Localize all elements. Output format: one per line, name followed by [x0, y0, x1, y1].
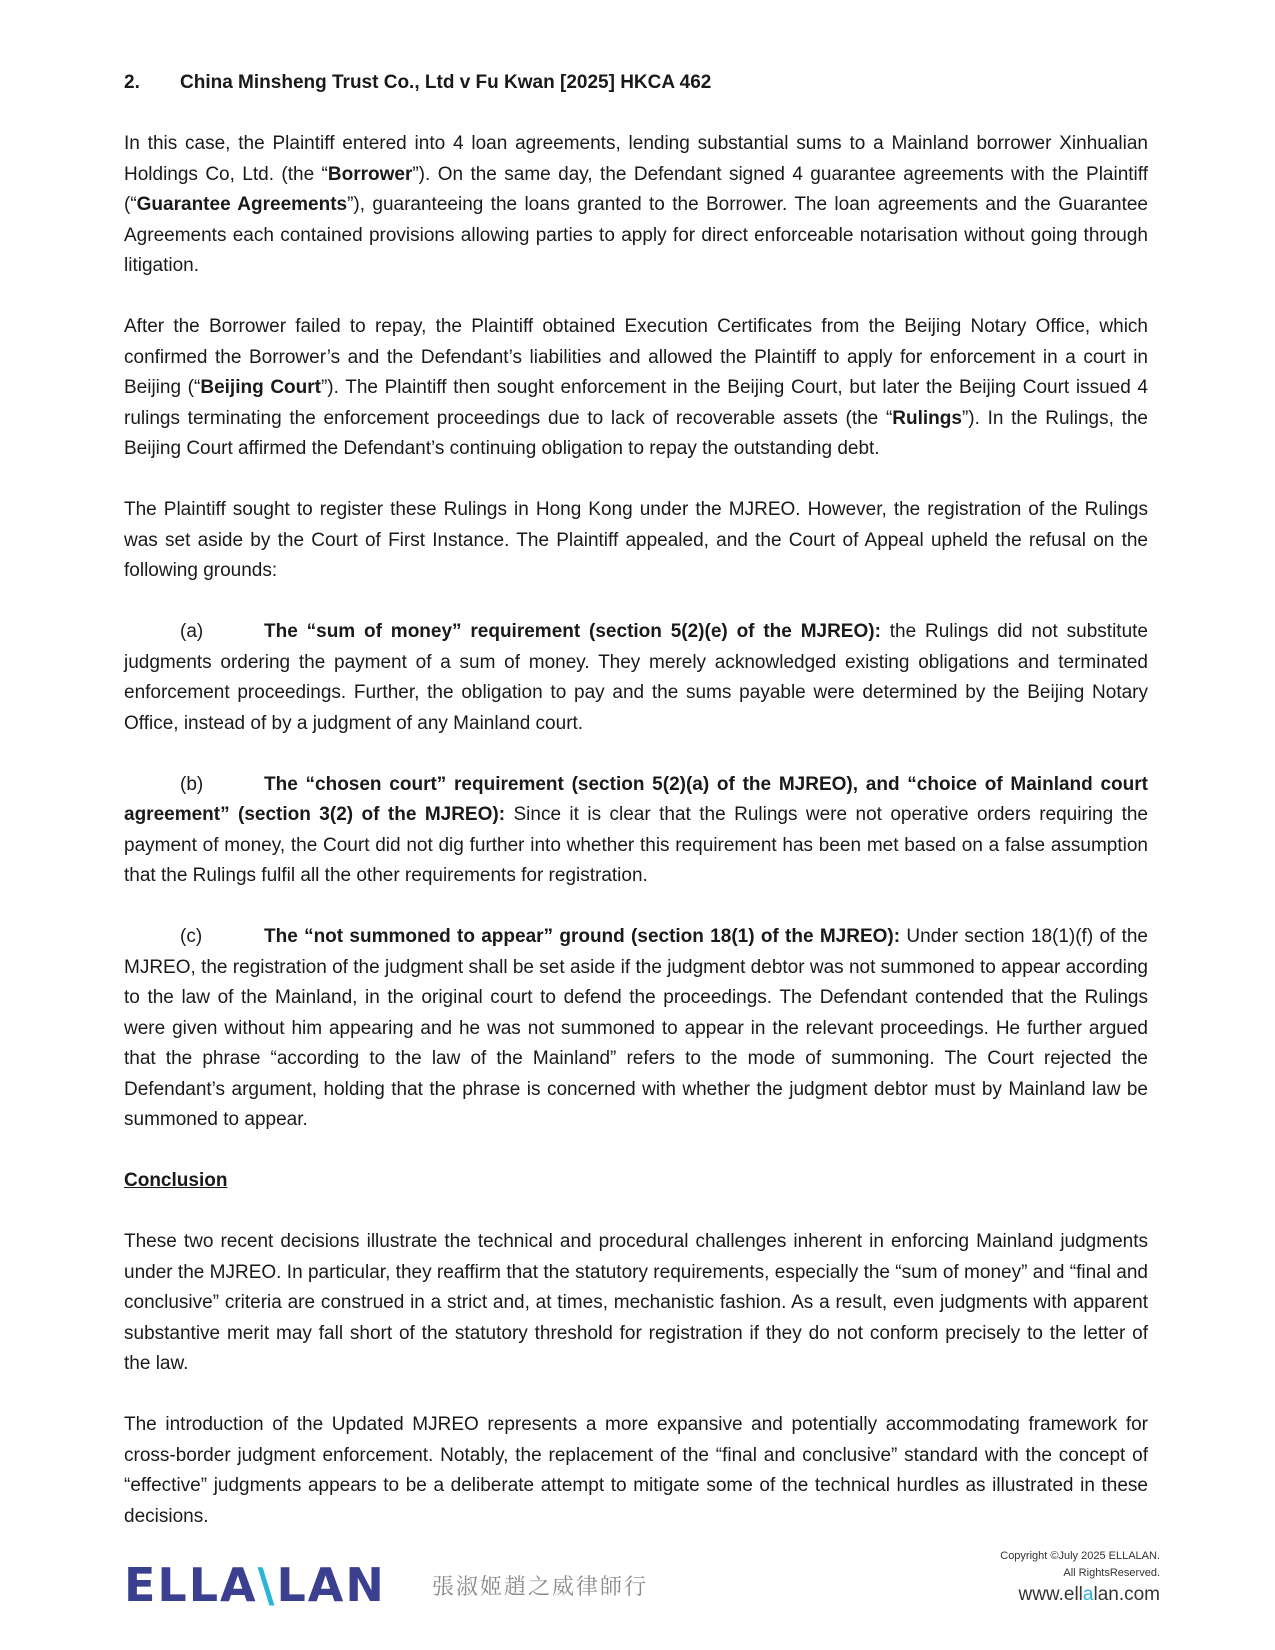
defined-term: Borrower [327, 163, 413, 185]
document-body [124, 68, 1148, 1532]
ellalan-logo [124, 1558, 386, 1612]
text-run: ”). The Plaintiff then sought enforcement in the Beijing Court, but later the Beijing Court issued 4 rulings terminating the enforcement proceedings due to lack of recoverable assets (the “ [124, 377, 1148, 429]
ground-b [124, 770, 1148, 892]
url-part: www.ell [1018, 1584, 1083, 1605]
ground-title: The “not summoned to appear” ground (section 18(1) of the MJREO): [264, 926, 901, 947]
ground-text: Under section 18(1)(f) of the MJREO, the registration of the judgment shall be set aside if the judgment debtor was not summoned to appear according to the law of the Mainland, in the original court to defend the proceedings. The Defendant contended that the Rulings were given without him appearing and he was not summoned to appear in the relevant proceedings. He further argued that the phrase “according to the law of the Mainland” refers to the mode of summoning. The Court rejected the Defendant’s argument, holding that the phrase is concerned with whether the judgment debtor must by Mainland law be summoned to appear. [124, 926, 1148, 1130]
logo-part: ELLA [124, 1558, 258, 1612]
ground-label: (b) [180, 773, 204, 795]
copyright-line: All RightsReserved. [1063, 1567, 1160, 1579]
defined-term: Guarantee Agreements [136, 194, 348, 215]
ground-text: the Rulings did not substitute judgments ordering the payment of a sum of money. They merely acknowledged existing obligations and terminated enforcement proceedings. Further, the obligation to pay and the sums payable were determined by the Beijing Notary Office, instead of by a judgment of any Mainland court. [124, 621, 1149, 734]
text-run: After the Borrower failed to repay, the Plaintiff obtained Execution Certificates from the Beijing Notary Office, which confirmed the Borrower’s and the Defendant’s liabilities and allowed the Plaintiff to apply for enforcement in a court in Beijing (“ [124, 316, 1148, 398]
logo-wordmark [124, 1558, 386, 1612]
case-heading [124, 68, 1148, 99]
text-run: ”). On the same day, the Defendant signed 4 guarantee agreements with the Plaintiff (“ [124, 163, 1148, 215]
ground-title: The “sum of money” requirement (section 5(2)(e) of the MJREO): [264, 621, 881, 642]
text-run: ”). In the Rulings, the Beijing Court affirmed the Defendant’s continuing obligation to repay the outstanding debt. [124, 407, 1148, 459]
defined-term: Beijing Court [200, 377, 321, 398]
ground-label: (a) [180, 621, 204, 642]
paragraph-facts [124, 129, 1148, 282]
text-run: In this case, the Plaintiff entered into 4 loan agreements, lending substantial sums to a Mainland borrower Xinhualian Holdings Co, Ltd. (the “ [124, 133, 1148, 185]
paragraph-registration: The Plaintiff sought to register these Rulings in Hong Kong under the MJREO. However, the registration of the Rulings was set aside by the Court of First Instance. The Plaintiff appealed, and the Court of Appeal upheld the refusal on the following grounds: [124, 499, 1148, 581]
conclusion-paragraph-2: The introduction of the Updated MJREO represents a more expansive and potentially accommodating framework for cross-border judgment enforcement. Notably, the replacement of the “final and conclusive” standard with the concept of “effective” judgments appears to be a deliberate attempt to mitigate some of the technical hurdles as illustrated in these decisions. [124, 1414, 1148, 1527]
ground-c [124, 922, 1148, 1136]
ground-text: Since it is clear that the Rulings were not operative orders requiring the payment of money, the Court did not dig further into whether this requirement has been met based on a false assumption that the Rulings fulfil all the other requirements for registration. [124, 804, 1149, 886]
url-part: lan.com [1093, 1584, 1160, 1605]
conclusion-heading: Conclusion [124, 1170, 228, 1191]
ground-a [124, 617, 1148, 739]
url-accent: a [1082, 1584, 1094, 1605]
case-title: China Minsheng Trust Co., Ltd v Fu Kwan [2025] HKCA 462 [180, 72, 712, 93]
copyright-line: Copyright ©July 2025 ELLALAN. [1000, 1550, 1160, 1562]
ground-label: (c) [180, 926, 203, 947]
case-number: 2. [124, 72, 140, 93]
website-link[interactable] [1018, 1584, 1160, 1606]
text-run: ”), guaranteeing the loans granted to the Borrower. The loan agreements and the Guarantee Agreements each contained provisions allowing parties to apply for direct enforceable notarisation without going through litigation. [124, 194, 1148, 276]
firm-chinese-name: 張淑姬趙之威律師行 [432, 1575, 649, 1600]
copyright-notice [1000, 1548, 1160, 1582]
conclusion-paragraph-1: These two recent decisions illustrate the technical and procedural challenges inherent in enforcing Mainland judgments under the MJREO. In particular, they reaffirm that the statutory requirements, especially the “sum of money” and “final and conclusive” criteria are construed in a strict and, at times, mechanistic fashion. As a result, even judgments with apparent substantive merit may fall short of the statutory threshold for registration if they do not conform precisely to the letter of the law. [124, 1231, 1148, 1374]
logo-part: LAN [276, 1558, 386, 1612]
logo-accent: \ [257, 1558, 277, 1612]
paragraph-enforcement [124, 312, 1148, 465]
ground-title: The “chosen court” requirement (section 5(2)(a) of the MJREO), and “choice of Mainland court agreement” (section 3(2) of the MJREO): [124, 773, 1148, 825]
defined-term: Rulings [892, 407, 962, 429]
